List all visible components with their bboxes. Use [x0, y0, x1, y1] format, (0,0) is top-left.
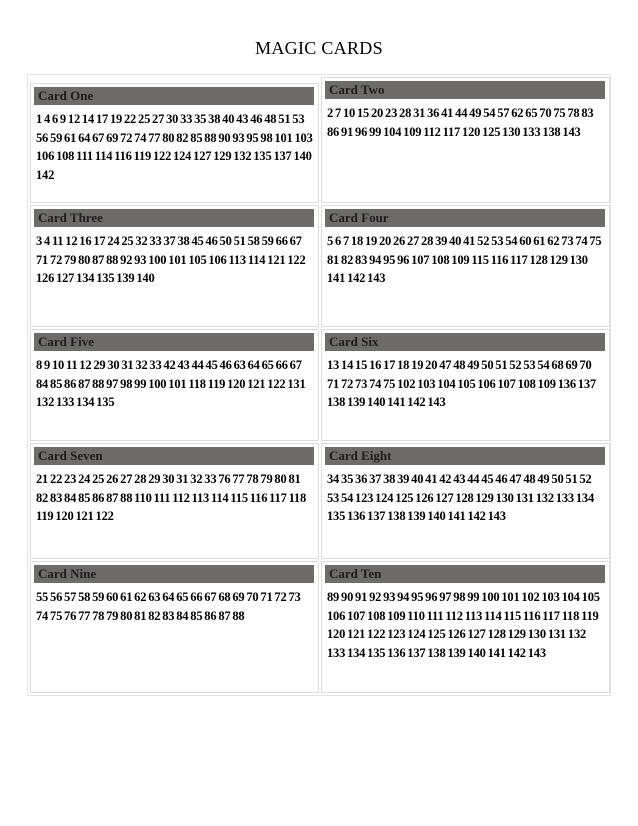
cards-sheet — [27, 74, 611, 696]
card-numbers: 55 56 57 58 59 60 61 62 63 64 65 66 67 68 69 70 71 72 73 74 75 76 77 78 79 80 81 82 83 84 85 86 87 88 — [36, 590, 301, 623]
card-nine — [30, 561, 319, 693]
card-heading: Card Three — [34, 209, 314, 227]
card-three — [30, 205, 319, 327]
card-heading: Card Five — [34, 333, 314, 351]
card-numbers: 1 4 6 9 12 14 17 19 22 25 27 30 33 35 38 40 43 46 48 51 53 56 59 61 64 67 69 72 74 77 80 82 85 88 90 93 95 98 101 103 106 108 111 114 116 119 122 124 127 129 132 135 137 140 142 — [36, 112, 313, 182]
card-one — [30, 83, 319, 203]
card-heading: Card One — [34, 87, 314, 105]
card-heading: Card Two — [325, 81, 605, 99]
card-numbers: 21 22 23 24 25 26 27 28 29 30 31 32 33 76 77 78 79 80 81 82 83 84 85 86 87 88 110 111 112 113 114 115 116 117 118 119 120 121 122 — [36, 472, 307, 523]
card-seven — [30, 443, 319, 559]
card-numbers: 5 6 7 18 19 20 26 27 28 39 40 41 52 53 54 60 61 62 73 74 75 81 82 83 94 95 96 107 108 109 115 116 117 128 129 130 141 142 143 — [327, 234, 602, 285]
card-numbers: 13 14 15 16 17 18 19 20 47 48 49 50 51 52 53 54 68 69 70 71 72 73 74 75 102 103 104 105 106 107 108 109 136 137 138 139 140 141 142 143 — [327, 358, 596, 409]
card-ten — [321, 561, 610, 693]
card-two — [321, 77, 610, 203]
card-heading: Card Four — [325, 209, 605, 227]
card-numbers: 3 4 11 12 16 17 24 25 32 33 37 38 45 46 50 51 58 59 66 67 71 72 79 80 87 88 92 93 100 101 105 106 113 114 121 122 126 127 134 135 139 140 — [36, 234, 306, 285]
card-eight — [321, 443, 610, 559]
card-heading: Card Six — [325, 333, 605, 351]
card-heading: Card Eight — [325, 447, 605, 465]
page-title: MAGIC CARDS — [255, 38, 383, 58]
card-numbers: 89 90 91 92 93 94 95 96 97 98 99 100 101 102 103 104 105 106 107 108 109 110 111 112 113 114 115 116 117 118 119 120 121 122 123 124 125 126 127 128 129 130 131 132 133 134 135 136 137 138 139 140 141 142 143 — [327, 590, 600, 660]
card-four — [321, 205, 610, 327]
card-five — [30, 329, 319, 441]
card-heading: Card Nine — [34, 565, 314, 583]
card-six — [321, 329, 610, 441]
card-numbers: 34 35 36 37 38 39 40 41 42 43 44 45 46 47 48 49 50 51 52 53 54 123 124 125 126 127 128 129 130 131 132 133 134 135 136 137 138 139 140 141 142 143 — [327, 472, 595, 523]
card-numbers: 2 7 10 15 20 23 28 31 36 41 44 49 54 57 62 65 70 75 78 83 86 91 96 99 104 109 112 117 120 125 130 133 138 143 — [327, 106, 594, 139]
card-heading: Card Seven — [34, 447, 314, 465]
card-numbers: 8 9 10 11 12 29 30 31 32 33 42 43 44 45 46 63 64 65 66 67 84 85 86 87 88 97 98 99 100 101 118 119 120 121 122 131 132 133 134 135 — [36, 358, 306, 409]
card-heading: Card Ten — [325, 565, 605, 583]
